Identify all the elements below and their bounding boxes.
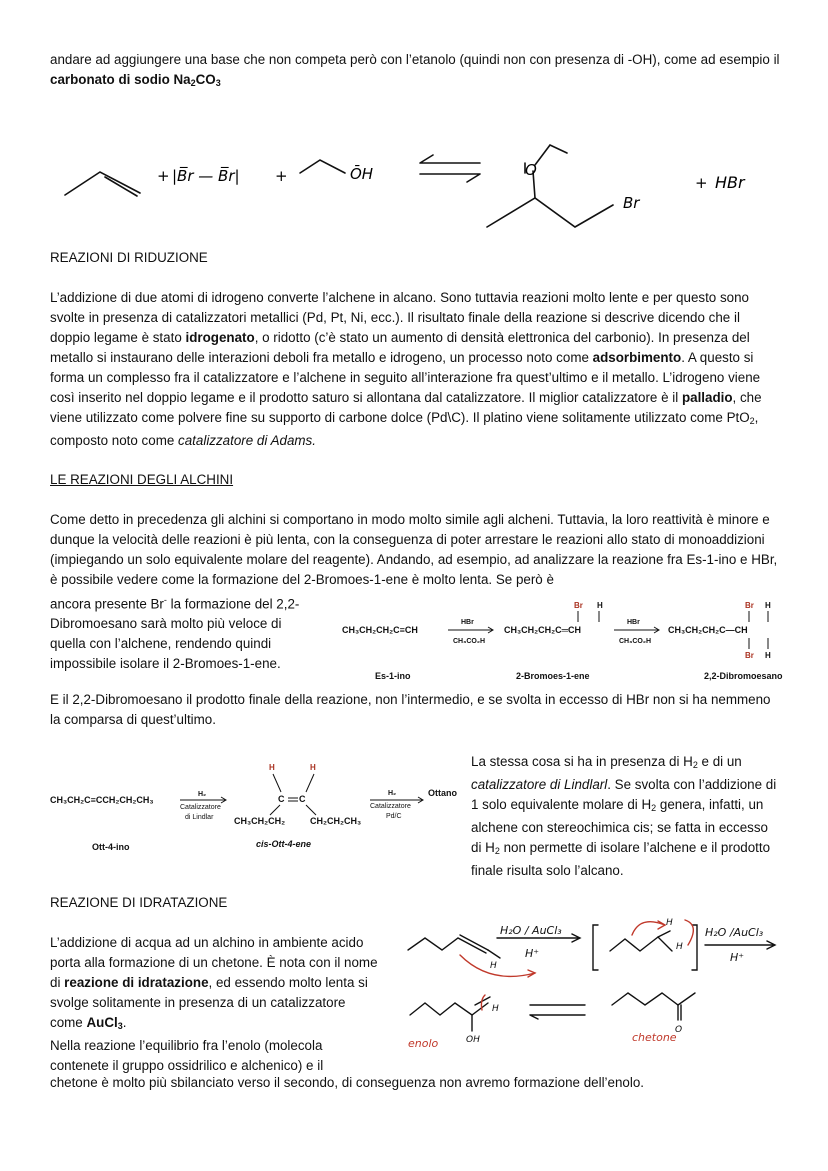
chetone-label: chetone <box>632 1031 677 1044</box>
handwritten-scheme-1 <box>55 115 795 240</box>
reagent-h2o-aucl3: H₂O / AuCl₃ <box>500 924 562 937</box>
bromoesene-formula: CH₃CH₂CH₂C═CH <box>504 625 582 635</box>
h-label: H <box>666 918 673 928</box>
h-label: H <box>492 1004 499 1014</box>
riduzione-paragraph: L’addizione di due atomi di idrogeno converte l’alchene in alcano. Sono tuttavia reazioni molto lente e per questo sono svolte in presenza di catalizzatori metallici (Pd, Pt, Ni, ecc.). Il risultato finale della reazione si descrive dicendo che il doppio legame è stato idrogenato, o ridotto (c’è stato un aumento di densità elettronica del carbonio). In presenza del metallo si instaurano delle interazioni deboli fra metallo e idrogeno, un processo noto come adsorbimento. A questo si forma un complesso fra il catalizzatore e l’alchene in seguito all’interazione fra quest’ultimo e il metallo. L’idrogeno viene così inserito nel doppio legame e il prodotto saturo si allontana dal catalizzatore. Il miglior catalizzatore è il palladio, che viene utilizzato come polvere fine su supporto di carbone dolce (Pd\C). Il platino viene solitamente utilizzato come PtO$_2$, composto noto come catalizzatore di Adams. <box>50 290 762 448</box>
br-label: Br <box>745 651 754 660</box>
idratazione-paragraph: L’addizione di acqua ad un alchino in ambiente acido porta alla formazione di un chetone. È nota con il nome di reazione di idratazione, ed essendo molto lenta si svolge solitamente in presenza di un catalizzatore come AuCl$_3$. Nella reazione l’equilibrio fra l’enolo (molecola contenete il gruppo ossidrilico e alchenico) e il <box>50 935 378 1073</box>
carbon-label: C <box>278 794 285 804</box>
scheme-3-lindlar <box>48 760 468 860</box>
ethanol-oh: ŌH <box>350 165 374 183</box>
acid-h-plus: H⁺ <box>730 951 745 964</box>
h-label: H <box>490 961 497 971</box>
hbr-label: HBr <box>461 619 474 626</box>
es-1-ino-formula: CH₃CH₂CH₂C≡CH <box>342 625 418 635</box>
bromoesene-name: 2-Bromoes-1-ene <box>516 671 590 681</box>
carbon-label: C <box>299 794 306 804</box>
alchini-paragraph-1: Come detto in precedenza gli alchini si comportano in modo molto simile agli alcheni. Tuttavia, la loro reattività è minore e dunque la velocità delle reazioni è più lenta, con la conseguenza di poter arrestare le reazioni allo stato di monoaddizioni (impiegando un solo equivalente molare del reagente). Andando, ad esempio, ad analizzare la reazione fra Es-1-ino e HBr, è possibile vedere come la formazione del 2-Bromoes-1-ene è molto lenta. Se però è <box>50 512 778 587</box>
plus-sign: + <box>275 167 288 185</box>
enol-oh: OH <box>466 1035 480 1045</box>
intro-bold: carbonato di sodio $Na_2CO_3$ <box>50 72 221 88</box>
hbr-product: HBr <box>715 173 745 192</box>
propyl-group: CH₃CH₂CH₂ <box>234 816 286 826</box>
ott-4-ino-formula: CH₃CH₂C≡CCH₂CH₂CH₃ <box>50 795 154 805</box>
es-1-ino-name: Es-1-ino <box>375 671 411 681</box>
pdc-catalyst-label: Catalizzatore <box>370 803 411 810</box>
h-label: H <box>310 763 316 772</box>
reagent-h2o-aucl3: H₂O /AuCl₃ <box>705 926 764 939</box>
ketone-oxygen: O <box>675 1025 683 1035</box>
ether-oxygen: O <box>525 161 537 179</box>
section-title-riduzione: REAZIONI DI RIDUZIONE <box>50 250 208 265</box>
hbr-label: HBr <box>627 619 640 626</box>
h-label: H <box>765 601 771 610</box>
scheme-2-hbr-addition <box>335 595 785 685</box>
bromine-label: Br <box>623 194 640 212</box>
ottano-label: Ottano <box>428 788 457 798</box>
hbr-reagent: |B̅r — B̅r| <box>172 167 240 185</box>
h-label: H <box>676 942 683 952</box>
plus-sign: + <box>695 174 708 192</box>
handwritten-scheme-4-hydration <box>400 905 790 1055</box>
propyl-group: CH₂CH₂CH₃ <box>310 816 362 826</box>
acetic-acid-label: CH₃CO₂H <box>619 638 652 645</box>
acetic-acid-label: CH₃CO₂H <box>453 638 486 645</box>
dibromoesano-formula: CH₃CH₂CH₂C—CH <box>668 625 748 635</box>
h-label: H <box>269 763 275 772</box>
alchini-paragraph-2: ancora presente Br- la formazione del 2,2-Dibromoesano sarà molto più veloce di quella con l’alchene, rendendo quindi impossibile isolare il 2-Bromoes-1-ene. <box>50 595 300 672</box>
intro-text: andare ad aggiungere una base che non competa però con l’etanolo (quindi non con presenza di -OH), come ad esempio il <box>50 52 780 67</box>
alchini-paragraph-3: E il 2,2-Dibromoesano il prodotto finale della reazione, non l’intermedio, e se svolta in eccesso di HBr non si ha nemmeno la comparsa di quest’ultimo. <box>50 692 771 727</box>
intro-paragraph <box>50 50 780 93</box>
h-label: H <box>765 651 771 660</box>
section-title-idratazione: REAZIONE DI IDRATAZIONE <box>50 895 228 910</box>
dibromoesano-name: 2,2-Dibromoesano <box>704 671 783 681</box>
ott-4-ino-name: Ott-4-ino <box>92 842 130 852</box>
cis-ott-4-ene-name: cis-Ott-4-ene <box>256 839 312 849</box>
lindlar-side-text: La stessa cosa si ha in presenza di $H_2$ e di un catalizzatore di Lindlarl. Se svolta con l’addizione di 1 solo equivalente molare di $H_2$ genera, infatti, un alchene con stereochimica cis; se fatta in eccesso di $H_2$ non permette di isolare l’alchene e il prodotto finale risulta solo l’alcano. <box>471 754 777 878</box>
h2-label: H₂ <box>388 790 397 797</box>
h2-label: H₂ <box>198 791 207 798</box>
section-title-alchini: LE REAZIONI DEGLI ALCHINI <box>50 472 234 487</box>
lindlar-catalyst-label: di Lindlar <box>185 814 214 821</box>
plus-sign: + <box>157 167 170 185</box>
pdc-catalyst-label: Pd/C <box>386 813 402 820</box>
acid-h-plus: H⁺ <box>525 947 540 960</box>
br-label: Br <box>745 601 754 610</box>
enolo-label: enolo <box>408 1037 439 1050</box>
idratazione-paragraph-end: chetone è molto più sbilanciato verso il secondo, di conseguenza non avremo formazione dell’enolo. <box>50 1075 645 1090</box>
h-label: H <box>597 601 603 610</box>
br-label: Br <box>574 601 583 610</box>
lindlar-catalyst-label: Catalizzatore <box>180 804 221 811</box>
